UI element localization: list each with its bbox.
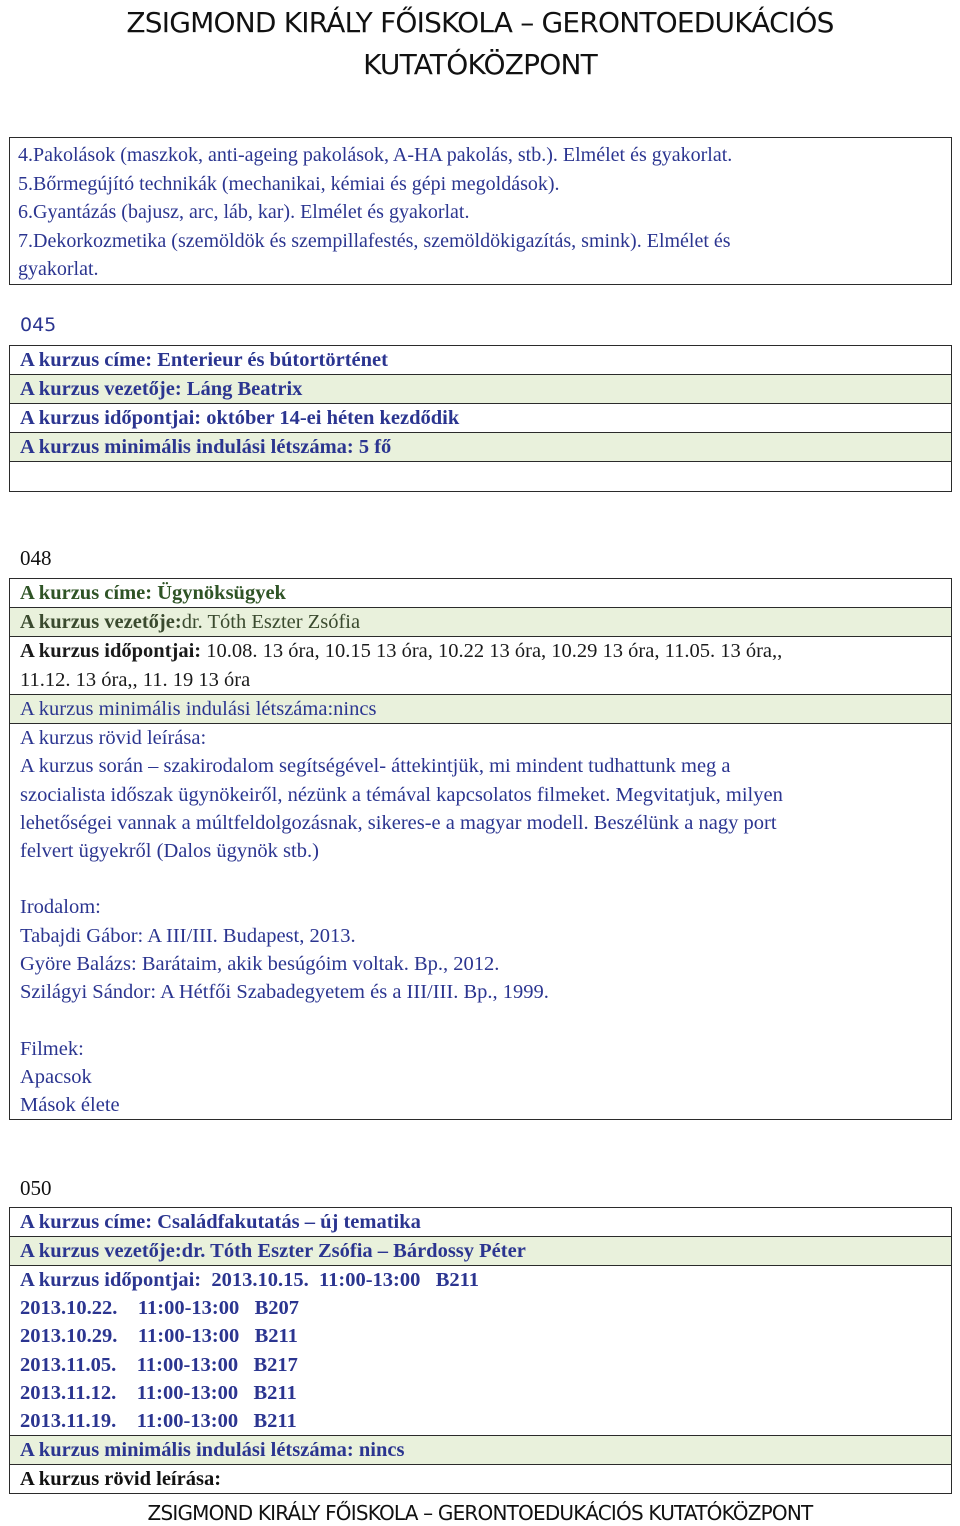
topic-item: 5.Bőrmegújító technikák (mechanikai, kémiai és gépi megoldások). <box>18 172 560 195</box>
topic-item: 4.Pakolások (maszkok, anti-ageing pakolások, A-HA pakolás, stb.). Elmélet és gyakorlat. <box>18 144 733 166</box>
course-050-table <box>9 1207 952 1494</box>
desc-line: A kurzus során – szakirodalom segítségével- áttekintjük, mi mindent tudhattunk meg a <box>20 755 731 778</box>
course-title: A kurzus címe: Enterieur és bútortörténet <box>10 346 951 375</box>
desc-line: szocialista időszak ügynökeiről, nézünk a témával kapcsolatos filmeket. Megvitatjuk, milyen <box>20 783 783 806</box>
schedule-item: 2013.11.19. 11:00-13:00 B211 <box>20 1410 297 1433</box>
course-title: A kurzus címe: Ügynöksügyek <box>10 579 951 608</box>
dates-label: A kurzus időpontjai: <box>20 640 202 662</box>
literature-label: Irodalom: <box>20 896 101 919</box>
topic-item: 7.Dekorkozmetika (szemöldök és szempillafestés, szemöldökigazítás, smink). Elmélet és <box>18 229 731 252</box>
course-045-table <box>9 345 952 492</box>
dates-line-2: 11.12. 13 óra,, 11. 19 13 óra <box>20 668 251 691</box>
course-leader: A kurzus vezetője: Láng Beatrix <box>10 375 951 404</box>
course-048-table <box>9 578 952 1120</box>
course-empty-row <box>10 462 951 491</box>
dates-value: 10.08. 13 óra, 10.15 13 óra, 10.22 13 óra, 10.29 13 óra, 11.05. 13 óra,, <box>201 640 783 662</box>
course-leader: A kurzus vezetője:dr. Tóth Eszter Zsófia – Bárdossy Péter <box>10 1237 951 1266</box>
films-label: Filmek: <box>20 1037 84 1060</box>
desc-line: felvert ügyekről (Dalos ügynök stb.) <box>20 840 319 863</box>
page-header <box>0 0 960 100</box>
literature-item: Szilágyi Sándor: A Hétfői Szabadegyetem és a III/III. Bp., 1999. <box>20 981 549 1004</box>
schedule-item: A kurzus időpontjai: 2013.10.15. 11:00-13:00 B211 <box>20 1269 480 1291</box>
cosmetics-topics-box <box>9 137 952 285</box>
schedule-item: 2013.10.29. 11:00-13:00 B211 <box>20 1325 298 1348</box>
leader-label: A kurzus vezetője: <box>20 611 182 633</box>
film-item: Mások élete <box>20 1094 120 1117</box>
desc-line: lehetőségei vannak a múltfeldolgozásnak, sikeres-e a magyar modell. Beszélünk a nagy port <box>20 811 777 834</box>
schedule-item: 2013.11.12. 11:00-13:00 B211 <box>20 1381 297 1404</box>
course-dates <box>10 637 951 695</box>
topic-item: 6.Gyantázás (bajusz, arc, láb, kar). Elmélet és gyakorlat. <box>18 201 470 223</box>
topic-item: gyakorlat. <box>18 258 99 280</box>
header-line-1: ZSIGMOND KIRÁLY FŐISKOLA – GERONTOEDUKÁCIÓS <box>126 6 834 39</box>
course-code-048: 048 <box>20 546 52 570</box>
course-code-045: 045 <box>20 314 57 336</box>
desc-label: A kurzus rövid leírása: <box>20 727 207 749</box>
header-line-2: KUTATÓKÖZPONT <box>363 48 597 81</box>
film-item: Apacsok <box>20 1065 92 1088</box>
leader-name: dr. Tóth Eszter Zsófia <box>181 611 361 633</box>
schedule-item: 2013.11.05. 11:00-13:00 B217 <box>20 1353 298 1376</box>
literature-item: Györe Balázs: Barátaim, akik besúgóim voltak. Bp., 2012. <box>20 953 500 976</box>
course-schedule <box>10 1266 951 1436</box>
literature-item: Tabajdi Gábor: A III/III. Budapest, 2013. <box>20 924 356 947</box>
course-minimum: A kurzus minimális indulási létszáma: 5 fő <box>10 433 951 462</box>
course-code-050: 050 <box>20 1176 52 1200</box>
course-leader <box>10 608 951 637</box>
page-footer: ZSIGMOND KIRÁLY FŐISKOLA – GERONTOEDUKÁCIÓS KUTATÓKÖZPONT <box>147 1501 813 1525</box>
course-dates: A kurzus időpontjai: október 14-ei héten kezdődik <box>10 404 951 433</box>
course-minimum: A kurzus minimális indulási létszáma: nincs <box>10 1436 951 1465</box>
course-description <box>10 724 951 1120</box>
schedule-item: 2013.10.22. 11:00-13:00 B207 <box>20 1297 300 1320</box>
course-description-label: A kurzus rövid leírása: <box>20 1468 222 1491</box>
course-title: A kurzus címe: Családfakutatás – új tematika <box>10 1208 951 1237</box>
course-minimum: A kurzus minimális indulási létszáma:nincs <box>10 695 951 724</box>
